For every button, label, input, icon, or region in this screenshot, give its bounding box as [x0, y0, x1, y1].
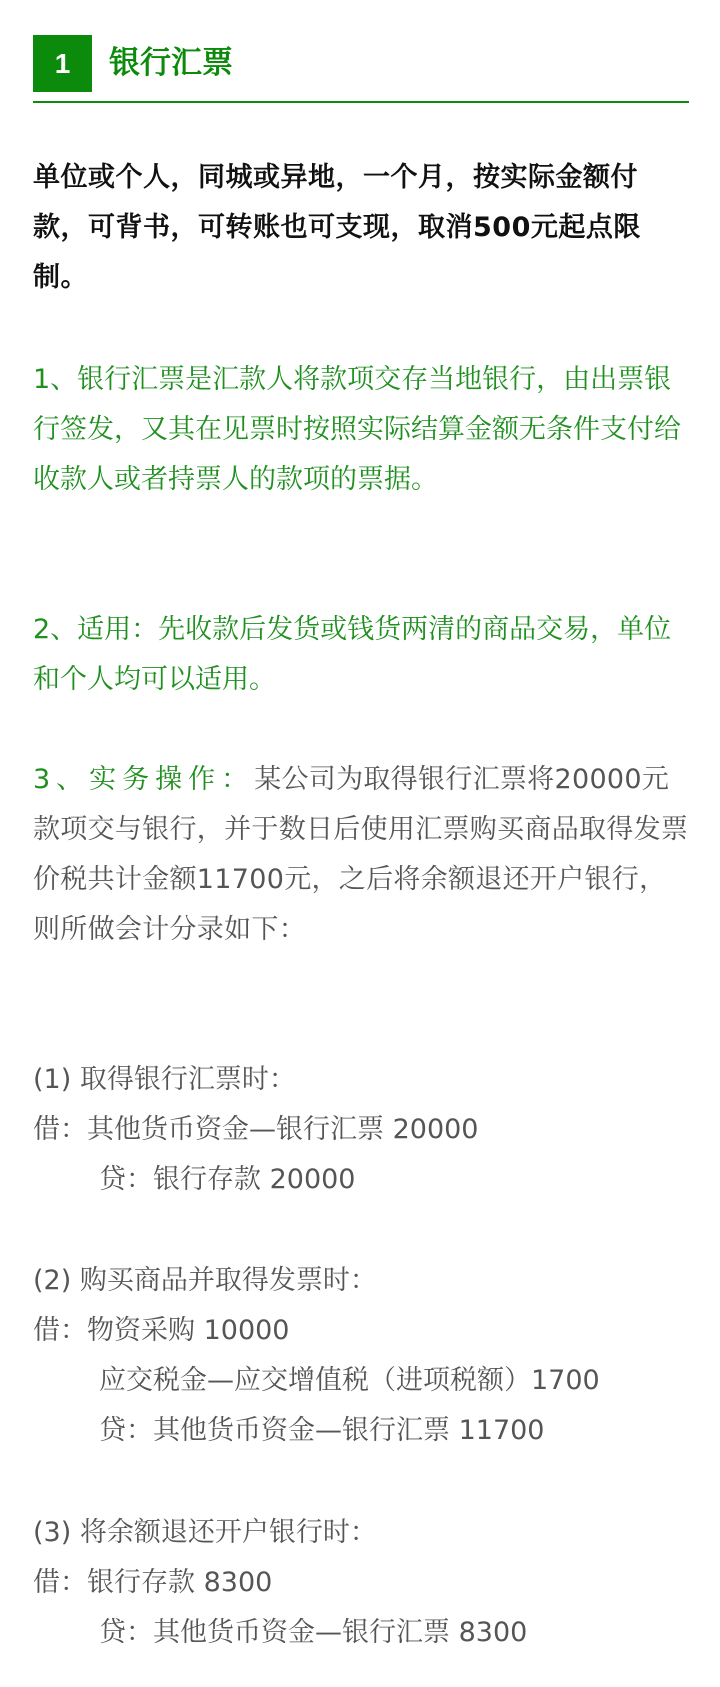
- entry-debit-line: 借：物资采购 10000: [33, 1315, 290, 1346]
- point-practice-text: 某公司为取得银行汇票将20000元款项交与银行，并于数日后使用汇票购买商品取得发票价税共计金额11700元，之后将余额退还开户银行，则所做会计分录如下：: [33, 764, 689, 945]
- journal-entry-1: [33, 1055, 713, 1205]
- header-divider: [33, 101, 689, 103]
- journal-entry-2: [33, 1256, 713, 1456]
- entry-debit-line: 应交税金—应交增值税（进项税额）1700: [99, 1365, 600, 1396]
- point-applicability: 2、适用：先收款后发货或钱货两清的商品交易，单位和个人均可以适用。: [33, 614, 672, 695]
- entry-heading: (1) 取得银行汇票时：: [33, 1064, 296, 1095]
- entry-heading: (2) 购买商品并取得发票时：: [33, 1265, 377, 1296]
- journal-entry-3: [33, 1508, 713, 1658]
- entry-debit-line: 借：银行存款 8300: [33, 1567, 273, 1598]
- point-definition: 1、银行汇票是汇款人将款项交存当地银行，由出票银行签发，又其在见票时按照实际结算金额无条件支付给收款人或者持票人的款项的票据。: [33, 364, 681, 495]
- intro-summary: 单位或个人，同城或异地，一个月，按实际金额付款，可背书，可转账也可支现，取消500元起点限制。: [33, 162, 641, 293]
- entry-credit-line: 贷：银行存款 20000: [99, 1164, 356, 1195]
- entry-heading: (3) 将余额退还开户银行时：: [33, 1517, 377, 1548]
- section-number-badge: 1: [33, 35, 92, 92]
- section-header: [33, 35, 689, 105]
- entry-credit-line: 贷：其他货币资金—银行汇票 8300: [99, 1617, 528, 1648]
- point-practice-lead: 3、实务操作：: [33, 764, 255, 795]
- point-practice: [33, 755, 689, 955]
- entry-debit-line: 借：其他货币资金—银行汇票 20000: [33, 1114, 479, 1145]
- entry-credit-line: 贷：其他货币资金—银行汇票 11700: [99, 1415, 545, 1446]
- section-title: 银行汇票: [109, 45, 233, 81]
